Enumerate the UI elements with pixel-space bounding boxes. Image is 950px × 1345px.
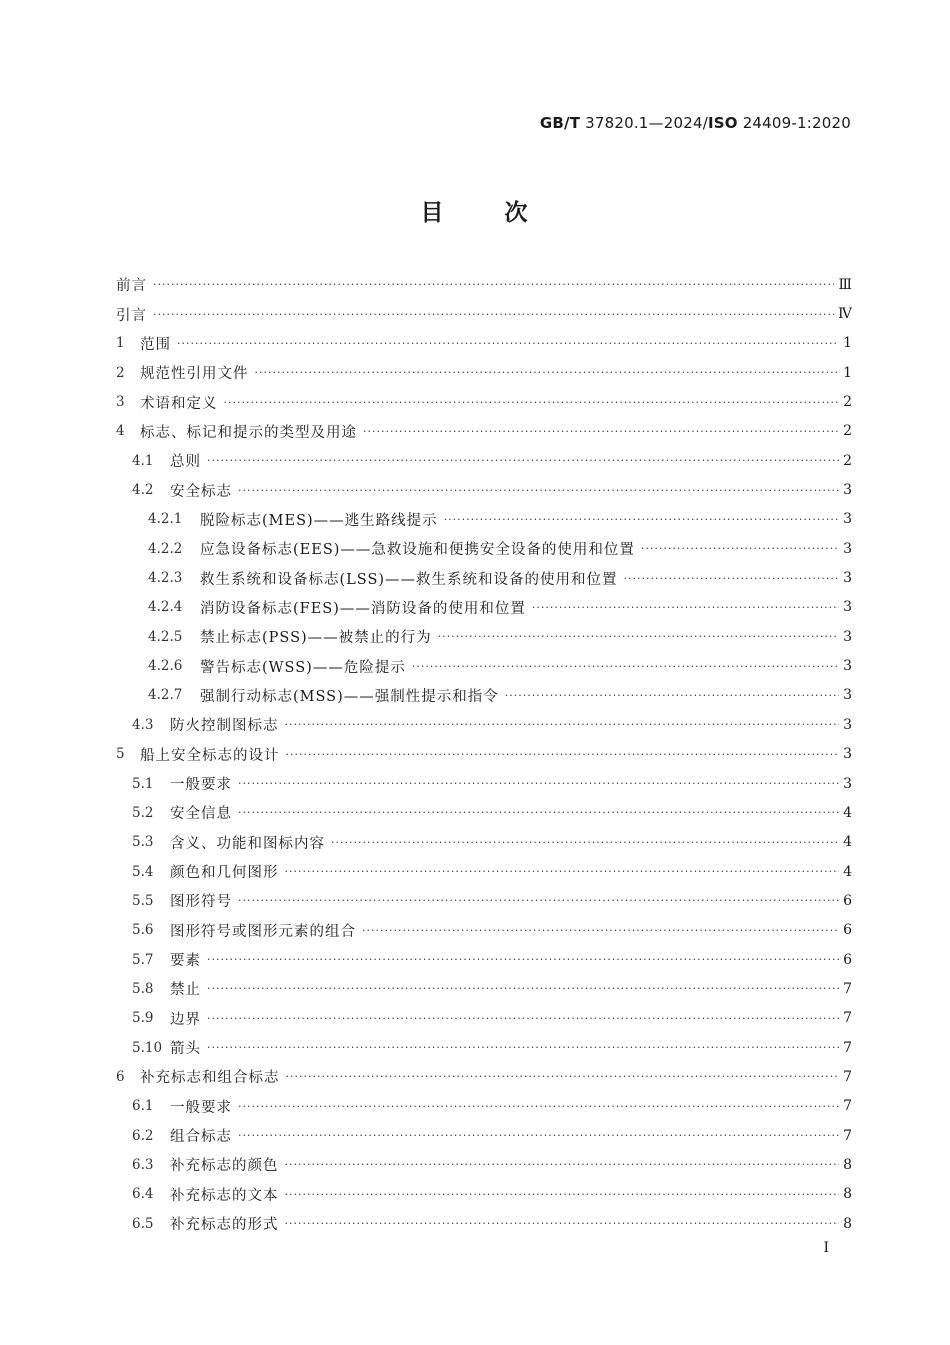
toc-entry[interactable] xyxy=(116,563,852,592)
toc-entry-label: 总则 xyxy=(170,454,201,471)
toc-entry-label: 范围 xyxy=(140,336,171,353)
table-of-contents xyxy=(116,270,852,1238)
toc-entry-page: 4 xyxy=(843,834,852,851)
toc-dot-leader xyxy=(285,1188,840,1201)
toc-entry-number: 5.7 xyxy=(132,951,154,968)
toc-entry-page: 3 xyxy=(843,540,852,557)
toc-entry[interactable] xyxy=(116,417,852,446)
toc-entry[interactable] xyxy=(116,740,852,769)
toc-dot-leader xyxy=(207,1041,839,1054)
toc-entry-page: 3 xyxy=(843,775,852,792)
toc-entry[interactable] xyxy=(116,945,852,974)
toc-entry-label: 强制行动标志(MSS)——强制性提示和指令 xyxy=(200,688,499,705)
toc-entry-label: 图形符号或图形元素的组合 xyxy=(170,923,356,940)
toc-entry-label: 一般要求 xyxy=(170,1099,232,1116)
toc-dot-leader xyxy=(412,660,839,673)
toc-entry-page: 8 xyxy=(843,1215,852,1232)
toc-dot-leader xyxy=(177,337,839,350)
toc-dot-leader xyxy=(285,718,840,731)
toc-entry-page: 7 xyxy=(843,1127,852,1144)
toc-entry-page: Ⅳ xyxy=(838,306,852,323)
toc-entry-label: 警告标志(WSS)——危险提示 xyxy=(200,659,406,676)
toc-entry-label: 补充标志的形式 xyxy=(170,1217,279,1234)
toc-entry-page: 7 xyxy=(843,1010,852,1027)
toc-entry-label: 标志、标记和提示的类型及用途 xyxy=(140,424,357,441)
toc-entry-page: 2 xyxy=(843,394,852,411)
toc-entry-page: 6 xyxy=(843,951,852,968)
title-char-2: 次 xyxy=(504,200,530,226)
toc-entry[interactable] xyxy=(116,1062,852,1091)
toc-entry-label: 安全信息 xyxy=(170,806,232,823)
iso-code: ISO xyxy=(707,114,738,132)
toc-entry[interactable] xyxy=(116,1004,852,1033)
toc-entry[interactable] xyxy=(116,681,852,710)
standard-number-header xyxy=(540,114,851,132)
toc-dot-leader xyxy=(207,1012,839,1025)
toc-dot-leader xyxy=(153,278,834,291)
toc-entry[interactable] xyxy=(116,1033,852,1062)
toc-entry-page: 3 xyxy=(843,628,852,645)
toc-entry-label: 补充标志的颜色 xyxy=(170,1158,279,1175)
toc-dot-leader xyxy=(224,396,840,409)
toc-dot-leader xyxy=(286,1070,840,1083)
toc-entry[interactable] xyxy=(116,446,852,475)
toc-entry-page: 7 xyxy=(843,1098,852,1115)
toc-entry-number: 6.1 xyxy=(132,1098,154,1115)
toc-entry[interactable] xyxy=(116,974,852,1003)
toc-entry-page: 3 xyxy=(843,482,852,499)
standard-number: 37820.1—2024/ xyxy=(585,114,708,132)
toc-dot-leader xyxy=(238,894,839,907)
standard-code: GB/T xyxy=(539,114,581,132)
toc-entry-number: 4 xyxy=(116,423,125,440)
toc-entry[interactable] xyxy=(116,270,852,299)
toc-entry-number: 5.3 xyxy=(132,834,154,851)
toc-dot-leader xyxy=(238,1129,839,1142)
toc-entry-label: 组合标志 xyxy=(170,1129,232,1146)
toc-entry[interactable] xyxy=(116,1180,852,1209)
toc-dot-leader xyxy=(207,454,839,467)
toc-entry-label: 防火控制图标志 xyxy=(170,718,279,735)
toc-dot-leader xyxy=(285,1158,840,1171)
toc-entry[interactable] xyxy=(116,387,852,416)
toc-entry-label: 颜色和几何图形 xyxy=(170,865,279,882)
toc-entry-number: 4.2.2 xyxy=(148,540,183,557)
toc-entry-number: 6 xyxy=(116,1068,125,1085)
toc-entry[interactable] xyxy=(116,651,852,680)
toc-entry-number: 3 xyxy=(116,394,125,411)
toc-entry[interactable] xyxy=(116,1209,852,1238)
toc-entry-number: 5.9 xyxy=(132,1010,154,1027)
toc-dot-leader xyxy=(532,601,839,614)
toc-entry-number: 6.5 xyxy=(132,1215,154,1232)
toc-entry-page: 4 xyxy=(843,863,852,880)
toc-entry[interactable] xyxy=(116,1092,852,1121)
toc-entry-page: 3 xyxy=(843,687,852,704)
toc-entry-number: 1 xyxy=(116,335,125,352)
toc-entry[interactable] xyxy=(116,475,852,504)
toc-dot-leader xyxy=(624,572,840,585)
toc-dot-leader xyxy=(285,1217,840,1230)
toc-entry-page: 3 xyxy=(843,716,852,733)
toc-entry[interactable] xyxy=(116,505,852,534)
toc-entry-label: 术语和定义 xyxy=(140,395,218,412)
toc-dot-leader xyxy=(255,366,840,379)
toc-entry-page: Ⅲ xyxy=(838,276,852,293)
toc-entry-page: 7 xyxy=(843,1039,852,1056)
toc-entry[interactable] xyxy=(116,593,852,622)
toc-entry-label: 禁止 xyxy=(170,982,201,999)
toc-entry-label: 消防设备标志(FES)——消防设备的使用和位置 xyxy=(200,600,526,617)
toc-entry-page: 1 xyxy=(843,364,852,381)
toc-entry-number: 6.2 xyxy=(132,1127,154,1144)
toc-entry-number: 5.10 xyxy=(132,1039,163,1056)
toc-entry-number: 6.4 xyxy=(132,1186,154,1203)
toc-dot-leader xyxy=(285,865,840,878)
toc-dot-leader xyxy=(363,425,839,438)
toc-entry-number: 5.8 xyxy=(132,980,154,997)
toc-entry-page: 3 xyxy=(843,570,852,587)
toc-entry-label: 应急设备标志(EES)——急救设施和便携安全设备的使用和位置 xyxy=(200,542,635,559)
toc-entry[interactable] xyxy=(116,857,852,886)
toc-entry-label: 一般要求 xyxy=(170,777,232,794)
title-char-1: 目 xyxy=(420,200,446,226)
toc-entry-number: 6.3 xyxy=(132,1156,154,1173)
toc-entry-label: 补充标志和组合标志 xyxy=(140,1070,280,1087)
page-title xyxy=(0,194,950,227)
toc-entry-number: 5.1 xyxy=(132,775,154,792)
toc-entry-page: 3 xyxy=(843,511,852,528)
toc-entry-number: 4.2.7 xyxy=(148,687,183,704)
toc-dot-leader xyxy=(238,806,839,819)
toc-dot-leader xyxy=(438,630,839,643)
toc-entry[interactable] xyxy=(116,769,852,798)
toc-entry-number: 4.2.1 xyxy=(148,511,183,528)
toc-entry-label: 安全标志 xyxy=(170,483,232,500)
toc-entry-page: 1 xyxy=(843,335,852,352)
toc-entry[interactable] xyxy=(116,886,852,915)
toc-entry-number: 4.2.5 xyxy=(148,628,183,645)
toc-entry-page: 7 xyxy=(843,1068,852,1085)
toc-dot-leader xyxy=(331,836,839,849)
toc-dot-leader xyxy=(207,982,839,995)
toc-entry-page: 3 xyxy=(843,599,852,616)
toc-entry-label: 边界 xyxy=(170,1011,201,1028)
toc-entry-number: 4.2.3 xyxy=(148,570,183,587)
toc-entry[interactable] xyxy=(116,299,852,328)
toc-entry-label: 图形符号 xyxy=(170,894,232,911)
toc-entry-number: 5.5 xyxy=(132,892,154,909)
toc-dot-leader xyxy=(505,689,839,702)
toc-entry[interactable] xyxy=(116,1150,852,1179)
toc-entry-label: 含义、功能和图标内容 xyxy=(170,835,325,852)
toc-dot-leader xyxy=(286,748,840,761)
toc-entry-label: 脱险标志(MES)——逃生路线提示 xyxy=(200,512,438,529)
toc-entry-number: 4.2.4 xyxy=(148,599,183,616)
toc-entry[interactable] xyxy=(116,358,852,387)
toc-entry-number: 4.3 xyxy=(132,716,154,733)
toc-entry-label: 补充标志的文本 xyxy=(170,1187,279,1204)
toc-entry-number: 5.2 xyxy=(132,804,154,821)
toc-entry-page: 4 xyxy=(843,804,852,821)
toc-entry[interactable] xyxy=(116,1121,852,1150)
toc-entry-page: 2 xyxy=(843,452,852,469)
toc-entry-page: 6 xyxy=(843,892,852,909)
toc-entry-label: 规范性引用文件 xyxy=(140,366,249,383)
toc-entry-number: 5.6 xyxy=(132,922,154,939)
toc-entry[interactable] xyxy=(116,916,852,945)
toc-entry-page: 8 xyxy=(843,1156,852,1173)
toc-entry-label: 救生系统和设备标志(LSS)——救生系统和设备的使用和位置 xyxy=(200,571,618,588)
toc-entry-number: 4.2 xyxy=(132,482,154,499)
toc-entry-number: 4.2.6 xyxy=(148,658,183,675)
toc-entry-page: 3 xyxy=(843,746,852,763)
iso-number: 24409-1:2020 xyxy=(742,114,851,132)
toc-entry-label: 引言 xyxy=(116,307,147,324)
toc-entry-label: 前言 xyxy=(116,278,147,295)
toc-dot-leader xyxy=(444,513,839,526)
toc-entry[interactable] xyxy=(116,534,852,563)
toc-entry[interactable] xyxy=(116,828,852,857)
toc-entry-label: 箭头 xyxy=(170,1041,201,1058)
page-number: I xyxy=(823,1240,829,1256)
toc-entry[interactable] xyxy=(116,798,852,827)
toc-entry[interactable] xyxy=(116,622,852,651)
toc-entry-label: 船上安全标志的设计 xyxy=(140,747,280,764)
toc-dot-leader xyxy=(238,484,839,497)
toc-entry-label: 要素 xyxy=(170,953,201,970)
toc-entry-page: 7 xyxy=(843,980,852,997)
toc-entry-page: 6 xyxy=(843,922,852,939)
toc-entry[interactable] xyxy=(116,710,852,739)
toc-dot-leader xyxy=(362,924,839,937)
toc-dot-leader xyxy=(207,953,839,966)
toc-entry-number: 4.1 xyxy=(132,452,154,469)
toc-entry[interactable] xyxy=(116,329,852,358)
toc-entry-page: 3 xyxy=(843,658,852,675)
toc-entry-number: 2 xyxy=(116,364,125,381)
toc-entry-page: 2 xyxy=(843,423,852,440)
toc-dot-leader xyxy=(238,777,839,790)
toc-entry-page: 8 xyxy=(843,1186,852,1203)
toc-entry-number: 5 xyxy=(116,746,125,763)
toc-entry-label: 禁止标志(PSS)——被禁止的行为 xyxy=(200,630,432,647)
toc-dot-leader xyxy=(153,308,834,321)
toc-dot-leader xyxy=(238,1100,839,1113)
toc-dot-leader xyxy=(641,542,839,555)
toc-entry-number: 5.4 xyxy=(132,863,154,880)
